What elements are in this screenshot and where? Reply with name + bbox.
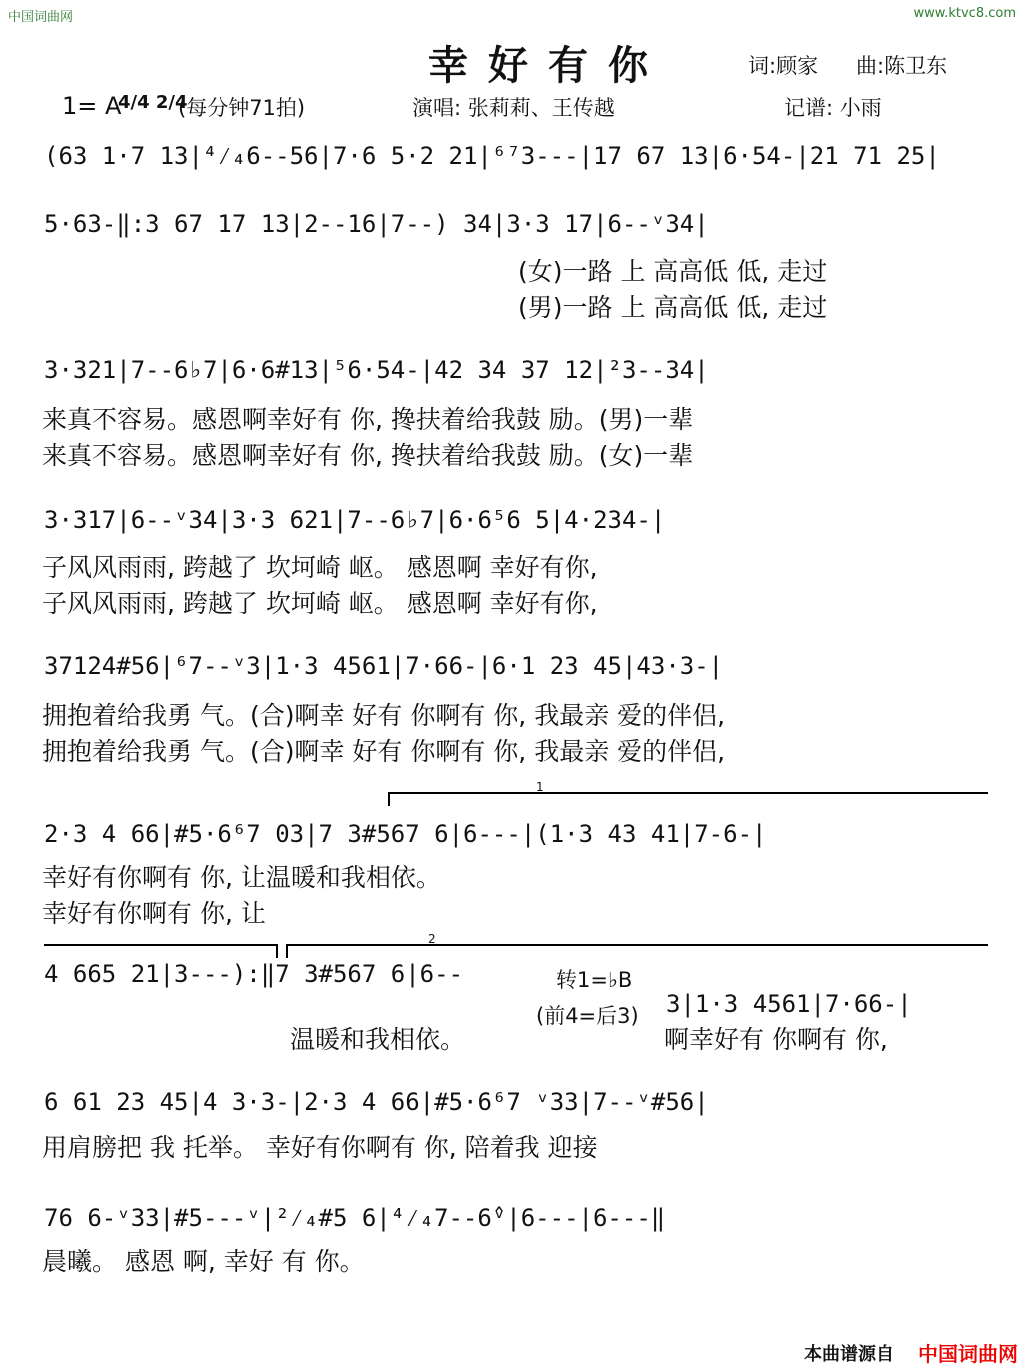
lyrics-line-4a: 子风风雨雨, 跨越了 坎坷崎 岖。 感恩啊 幸好有你, xyxy=(42,553,598,582)
source-label: 本曲谱源自 xyxy=(804,1344,894,1365)
transcriber: 记谱: 小雨 xyxy=(784,96,882,120)
notation-line-4: 3·317|6--ᵛ34|3·3 621|7--6♭7|6·6⁵6 5|4·234-| xyxy=(44,506,666,534)
notation-line-8: 6 61 23 45|4 3·3-|2·3 4 66|#5·6⁶7 ᵛ33|7--ᵛ#56| xyxy=(44,1088,709,1116)
tempo: (每分钟71拍) xyxy=(178,96,306,120)
site-watermark-right: www.ktvc8.com xyxy=(913,6,1016,21)
notation-line-9: 76 6-ᵛ33|#5---ᵛ|²⁄₄#5 6|⁴⁄₄7--6̂ᵛ|6---|6---‖ xyxy=(44,1204,666,1232)
composer: 曲:陈卫东 xyxy=(856,54,948,78)
lyricist: 词:顾家 xyxy=(748,54,819,78)
notation-line-3: 3·321|7--6♭7|6·6#13|⁵6·54-|42 34 37 12|²3--34| xyxy=(44,356,709,384)
lyrics-line-7b: 啊幸好有 你啊有 你, xyxy=(664,1025,888,1054)
lyrics-line-2b: (男)一路 上 高高低 低, 走过 xyxy=(518,293,828,322)
song-title: 幸好有你 xyxy=(428,43,668,89)
lyrics-line-3b: 来真不容易。感恩啊幸好有 你, 搀扶着给我鼓 励。(女)一辈 xyxy=(42,441,694,470)
lyrics-line-6b: 幸好有你啊有 你, 让 xyxy=(42,899,266,928)
volta-1-end-line xyxy=(44,944,276,946)
time-signature: 4/4 2/4 xyxy=(118,92,188,113)
volta-1-start xyxy=(388,792,390,806)
modulation-note: (前4=后3) xyxy=(536,1004,639,1028)
volta-1-number: 1 xyxy=(536,780,544,794)
lyrics-line-5b: 拥抱着给我勇 气。(合)啊幸 好有 你啊有 你, 我最亲 爱的伴侣, xyxy=(42,737,726,766)
volta-1-end xyxy=(276,944,278,958)
lyrics-line-7a: 温暖和我相依。 xyxy=(290,1025,466,1054)
notation-line-7: 4 665 21|3---):‖7 3#567 6|6-- xyxy=(44,960,464,988)
singers: 演唱: 张莉莉、王传越 xyxy=(412,96,615,120)
notation-line-6: 2·3 4 66|#5·6⁶7 03|7 3#567 6|6---|(1·3 43 41|7-6-| xyxy=(44,820,767,848)
volta-1-line xyxy=(388,792,988,794)
lyrics-line-5a: 拥抱着给我勇 气。(合)啊幸 好有 你啊有 你, 我最亲 爱的伴侣, xyxy=(42,701,726,730)
lyrics-line-9a: 晨曦。 感恩 啊, 幸好 有 你。 xyxy=(42,1247,365,1276)
lyrics-line-2a: (女)一路 上 高高低 低, 走过 xyxy=(518,257,828,286)
lyrics-line-6a: 幸好有你啊有 你, 让温暖和我相依。 xyxy=(42,863,441,892)
lyrics-line-4b: 子风风雨雨, 跨越了 坎坷崎 岖。 感恩啊 幸好有你, xyxy=(42,589,598,618)
notation-line-2: 5·63-‖:3 67 17 13|2--16|7--) 34|3·3 17|6--ᵛ34| xyxy=(44,210,709,238)
lyrics-line-8a: 用肩膀把 我 托举。 幸好有你啊有 你, 陪着我 迎接 xyxy=(42,1133,598,1162)
site-watermark-left: 中国词曲网 xyxy=(8,10,74,25)
notation-line-5: 37124#56|⁶7--ᵛ3|1·3 4561|7·66-|6·1 23 45|43·3-| xyxy=(44,652,724,680)
key-signature: 1= A xyxy=(62,92,122,120)
volta-2-number: 2 xyxy=(428,932,436,946)
notation-line-7-tail: 3|1·3 4561|7·66-| xyxy=(666,990,912,1018)
notation-line-1: (63 1·7 13|⁴⁄₄6--56|7·6 5·2 21|⁶⁷3---|17 67 13|6·54-|21 71 25| xyxy=(44,142,940,170)
modulation-label: 转1=♭B xyxy=(556,968,633,992)
volta-2-start xyxy=(286,944,288,958)
source-site: 中国词曲网 xyxy=(918,1342,1018,1366)
volta-2-line xyxy=(286,944,988,946)
lyrics-line-3a: 来真不容易。感恩啊幸好有 你, 搀扶着给我鼓 励。(男)一辈 xyxy=(42,405,694,434)
